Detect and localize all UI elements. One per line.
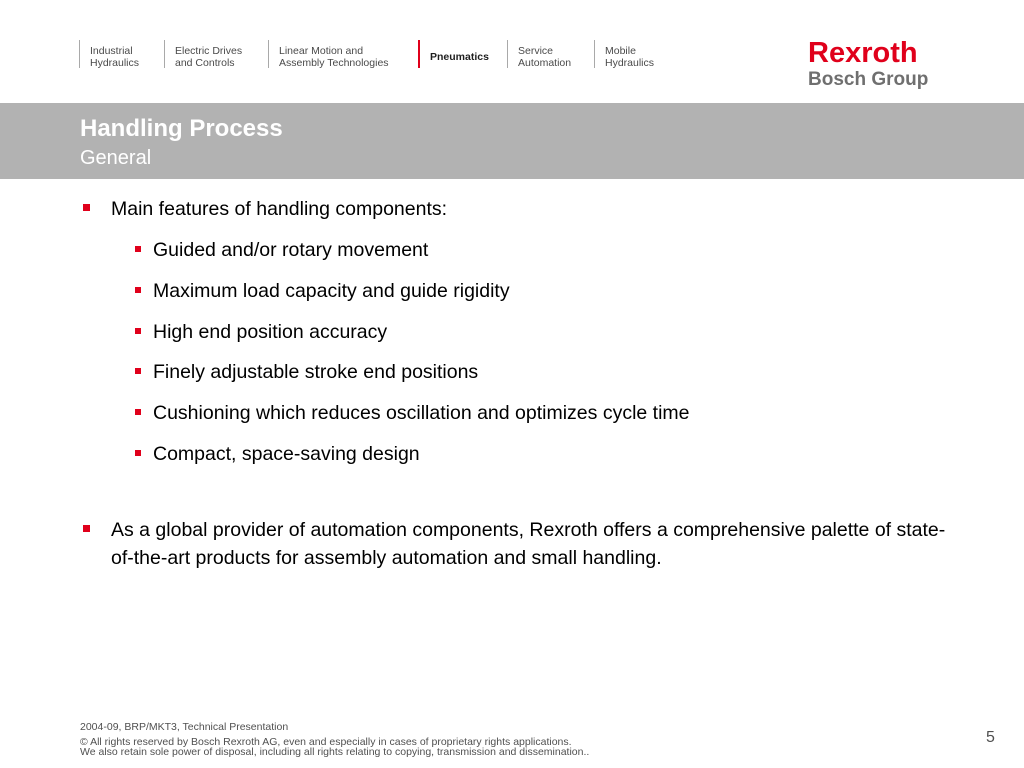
bullet-square-icon (83, 204, 90, 211)
bullet-main-features (80, 195, 960, 223)
footer (80, 721, 589, 757)
sub-bullet-item (80, 399, 960, 427)
sub-bullet-square-icon (135, 409, 141, 415)
sub-bullet-square-icon (135, 246, 141, 252)
footer-rights (80, 737, 589, 757)
division-nav (79, 40, 674, 70)
logo-group-text: Bosch Group (808, 69, 929, 90)
sub-bullet-square-icon (135, 450, 141, 456)
sub-bullet-item (80, 277, 960, 305)
sub-bullet-item (80, 318, 960, 346)
rexroth-logo (808, 38, 948, 91)
sub-bullet-item (80, 440, 960, 468)
sub-bullet-text: Guided and/or rotary movement (153, 239, 429, 261)
sub-bullet-square-icon (135, 328, 141, 334)
sub-bullet-list (80, 236, 960, 468)
bullet-text: As a global provider of automation components, Rexroth offers a comprehensive palette of state-of-the-art products for assembly automation and small handling. (111, 518, 946, 569)
footer-disposal-notice: We also retain sole power of disposal, including all rights relating to copying, transmission and dissemination.. (80, 746, 590, 758)
sub-bullet-text: Cushioning which reduces oscillation and optimizes cycle time (153, 402, 690, 425)
bullet-global-provider (80, 516, 960, 572)
sub-bullet-text: Compact, space-saving design (153, 442, 420, 465)
page-number: 5 (986, 729, 995, 746)
footer-presentation-info: 2004-09, BRP/MKT3, Technical Presentation (80, 721, 289, 733)
logo-brand-text: Rexroth (808, 37, 918, 69)
slide-content (80, 195, 960, 572)
nav-item-pneumatics: Pneumatics (418, 40, 507, 68)
nav-item-linear-motion: Linear Motion and Assembly Technologies (268, 40, 418, 68)
sub-bullet-square-icon (135, 368, 141, 374)
nav-item-industrial-hydraulics: Industrial Hydraulics (79, 40, 164, 68)
sub-bullet-text: High end position accuracy (153, 320, 388, 343)
bullet-square-icon (83, 525, 90, 532)
bullet-text: Main features of handling components: (111, 198, 448, 220)
sub-bullet-text: Finely adjustable stroke end positions (153, 361, 479, 384)
sub-bullet-item (80, 358, 960, 386)
nav-item-mobile-hydraulics: Mobile Hydraulics (594, 40, 674, 68)
sub-bullet-square-icon (135, 287, 141, 293)
sub-bullet-item (80, 236, 960, 264)
slide-subtitle: General (80, 147, 152, 169)
slide-title: Handling Process (80, 115, 283, 142)
nav-item-electric-drives: Electric Drives and Controls (164, 40, 268, 68)
sub-bullet-text: Maximum load capacity and guide rigidity (153, 279, 510, 302)
title-band (0, 103, 1024, 179)
nav-item-service-automation: Service Automation (507, 40, 594, 68)
footer-copyright: © All rights reserved by Bosch Rexroth AG, even and especially in cases of proprietary rights applications. (80, 736, 572, 748)
